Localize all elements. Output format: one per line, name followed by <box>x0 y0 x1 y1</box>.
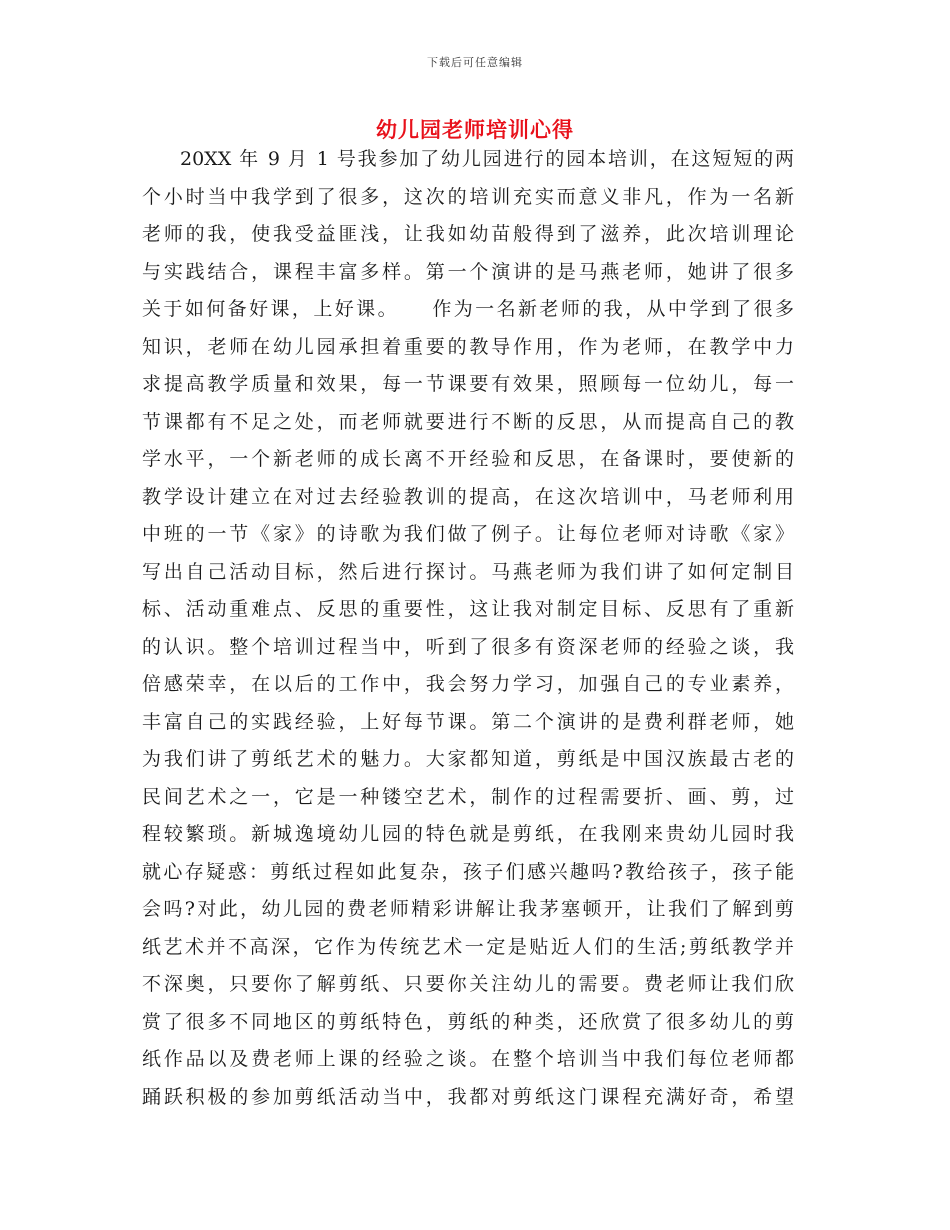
body-line: 的认识。整个培训过程当中，听到了很多有资深老师的经验之谈，我 <box>142 635 794 658</box>
document-title: 幼儿园老师培训心得 <box>376 117 574 142</box>
body-line: 中班的一节《家》的诗歌为我们做了例子。让每位老师对诗歌《家》 <box>142 523 794 545</box>
body-line: 程较繁琐。新城逸境幼儿园的特色就是剪纸，在我刚来贵幼儿园时我 <box>142 823 794 845</box>
body-line: 学水平，一个新老师的成长离不开经验和反思，在备课时，要使新的 <box>142 448 794 470</box>
body-line: 老师的我，使我受益匪浅，让我如幼苗般得到了滋养，此次培训理论 <box>142 223 794 245</box>
body-line: 纸作品以及费老师上课的经验之谈。在整个培训当中我们每位老师都 <box>142 1048 794 1070</box>
document-body <box>142 141 794 1116</box>
page-header-note: 下载后可任意编辑 <box>427 56 523 69</box>
body-line: 会吗?对此，幼儿园的费老师精彩讲解让我茅塞顿开，让我们了解到剪 <box>142 898 794 920</box>
body-line: 民间艺术之一，它是一种镂空艺术，制作的过程需要折、画、剪，过 <box>142 785 794 808</box>
body-line: 与实践结合，课程丰富多样。第一个演讲的是马燕老师，她讲了很多 <box>142 260 794 283</box>
body-line: 纸艺术并不高深，它作为传统艺术一定是贴近人们的生活;剪纸教学并 <box>142 935 794 958</box>
body-line: 赏了很多不同地区的剪纸特色，剪纸的种类，还欣赏了很多幼儿的剪 <box>142 1010 794 1033</box>
body-line: 个小时当中我学到了很多，这次的培训充实而意义非凡，作为一名新 <box>142 185 794 208</box>
body-line: 倍感荣幸，在以后的工作中，我会努力学习，加强自己的专业素养， <box>142 673 794 695</box>
body-line: 求提高教学质量和效果，每一节课要有效果，照顾每一位幼儿，每一 <box>142 373 794 395</box>
body-line: 踊跃积极的参加剪纸活动当中，我都对剪纸这门课程充满好奇，希望 <box>142 1085 794 1108</box>
body-line: 就心存疑惑：剪纸过程如此复杂，孩子们感兴趣吗?教给孩子，孩子能 <box>142 860 794 883</box>
body-line: 关于如何备好课，上好课。 作为一名新老师的我，从中学到了很多 <box>142 298 794 320</box>
body-line: 20XX 年 9 月 1 号我参加了幼儿园进行的园本培训，在这短短的两 <box>180 148 794 170</box>
body-line: 标、活动重难点、反思的重要性，这让我对制定目标、反思有了重新 <box>142 598 794 620</box>
body-line: 为我们讲了剪纸艺术的魅力。大家都知道，剪纸是中国汉族最古老的 <box>142 748 794 770</box>
body-line: 写出自己活动目标，然后进行探讨。马燕老师为我们讲了如何定制目 <box>142 560 794 583</box>
body-line: 不深奥，只要你了解剪纸、只要你关注幼儿的需要。费老师让我们欣 <box>142 973 794 995</box>
body-line: 丰富自己的实践经验，上好每节课。第二个演讲的是费利群老师，她 <box>142 710 794 733</box>
body-line: 教学设计建立在对过去经验教训的提高，在这次培训中，马老师利用 <box>142 485 794 508</box>
body-line: 知识，老师在幼儿园承担着重要的教导作用，作为老师，在教学中力 <box>142 335 794 358</box>
body-line: 节课都有不足之处，而老师就要进行不断的反思，从而提高自己的教 <box>142 410 794 433</box>
